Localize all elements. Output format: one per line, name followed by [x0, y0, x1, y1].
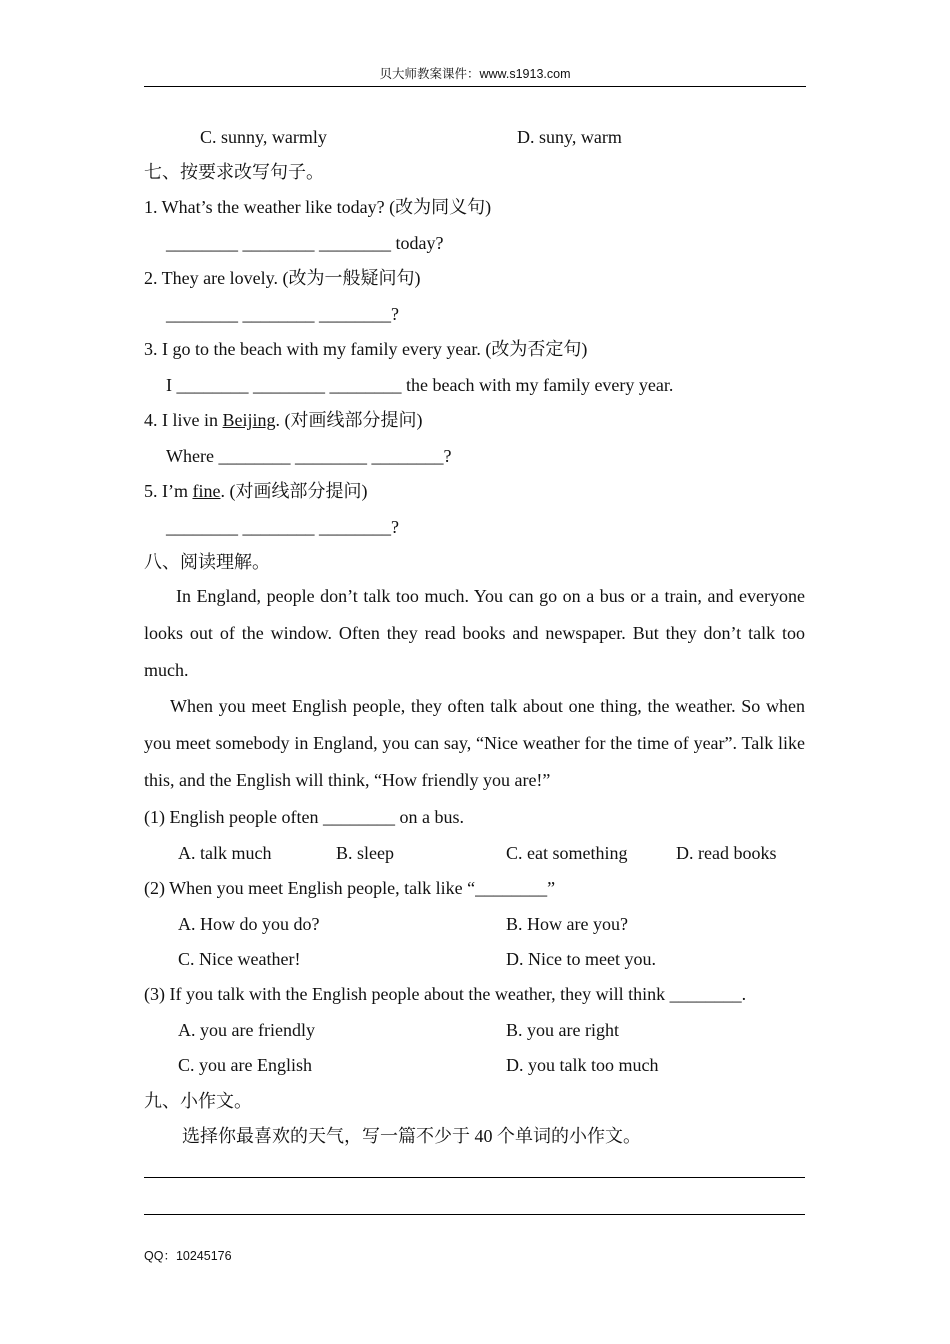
s7-answer-3: I ________ ________ ________ the beach with my family every year.	[166, 375, 674, 395]
footer-text: QQ：10245176	[144, 1249, 232, 1263]
s7-answer-1: ________ ________ ________ today?	[166, 233, 444, 253]
s8-q3-option-d: D. you talk too much	[506, 1055, 659, 1075]
reading-paragraph-1: In England, people don’t talk too much. You can go on a bus or a train, and everyone looks out of the window. Often they read books and newspaper. But they don’t talk too much.	[144, 586, 805, 680]
q4-prefix: 4. I live in	[144, 410, 223, 430]
q5-suffix: . (对画线部分提问)	[220, 481, 368, 501]
s8-q2-option-c: C. Nice weather!	[178, 949, 301, 969]
s7-answer-2: ________ ________ ________?	[166, 304, 399, 324]
s8-q3-option-a: A. you are friendly	[178, 1020, 315, 1040]
section-9-title: 九、小作文。	[144, 1091, 252, 1111]
reading-paragraph-2: When you meet English people, they often talk about one thing, the weather. So when you meet somebody in England, you can say, “Nice weather for the time of year”. Talk like this, and the English will think, “How friendly you are!”	[144, 696, 805, 790]
s7-question-1: 1. What’s the weather like today? (改为同义句)	[144, 197, 492, 217]
s7-question-5	[144, 479, 367, 503]
writing-line-1	[144, 1177, 805, 1178]
q5-underlined-word: fine	[192, 481, 221, 501]
s7-question-4	[144, 408, 423, 432]
s8-q1-option-b: B. sleep	[336, 843, 394, 863]
s7-question-2: 2. They are lovely. (改为一般疑问句)	[144, 268, 421, 288]
writing-prompt: 选择你最喜欢的天气，写一篇不少于 40 个单词的小作文。	[182, 1126, 641, 1146]
s7-answer-5: ________ ________ ________?	[166, 517, 399, 537]
s8-q2-option-b: B. How are you?	[506, 914, 628, 934]
section-7-title: 七、按要求改写句子。	[144, 162, 324, 182]
s7-answer-4: Where ________ ________ ________?	[166, 446, 452, 466]
s8-question-2: (2) When you meet English people, talk like “________”	[144, 878, 556, 898]
page-footer	[144, 1246, 232, 1266]
option-d: D. suny, warm	[517, 127, 622, 147]
s8-question-3: (3) If you talk with the English people about the weather, they will think ________.	[144, 984, 747, 1004]
q4-suffix: . (对画线部分提问)	[275, 410, 423, 430]
option-c: C. sunny, warmly	[200, 127, 327, 147]
q5-prefix: 5. I’m	[144, 481, 193, 501]
s8-question-1: (1) English people often ________ on a bus.	[144, 807, 464, 827]
s8-q2-option-a: A. How do you do?	[178, 914, 320, 934]
s7-question-3: 3. I go to the beach with my family every year. (改为否定句)	[144, 339, 588, 359]
s8-q1-option-c: C. eat something	[506, 843, 628, 863]
s8-q2-option-d: D. Nice to meet you.	[506, 949, 656, 969]
page-header	[144, 64, 806, 87]
header-text: 贝大师教案课件：www.s1913.com	[379, 67, 571, 81]
s8-q3-option-b: B. you are right	[506, 1020, 619, 1040]
writing-line-2	[144, 1214, 805, 1215]
s8-q1-option-d: D. read books	[676, 843, 777, 863]
section-8-title: 八、阅读理解。	[144, 552, 270, 572]
q4-underlined-word: Beijing	[222, 410, 276, 430]
s8-q1-option-a: A. talk much	[178, 843, 272, 863]
s8-q3-option-c: C. you are English	[178, 1055, 312, 1075]
